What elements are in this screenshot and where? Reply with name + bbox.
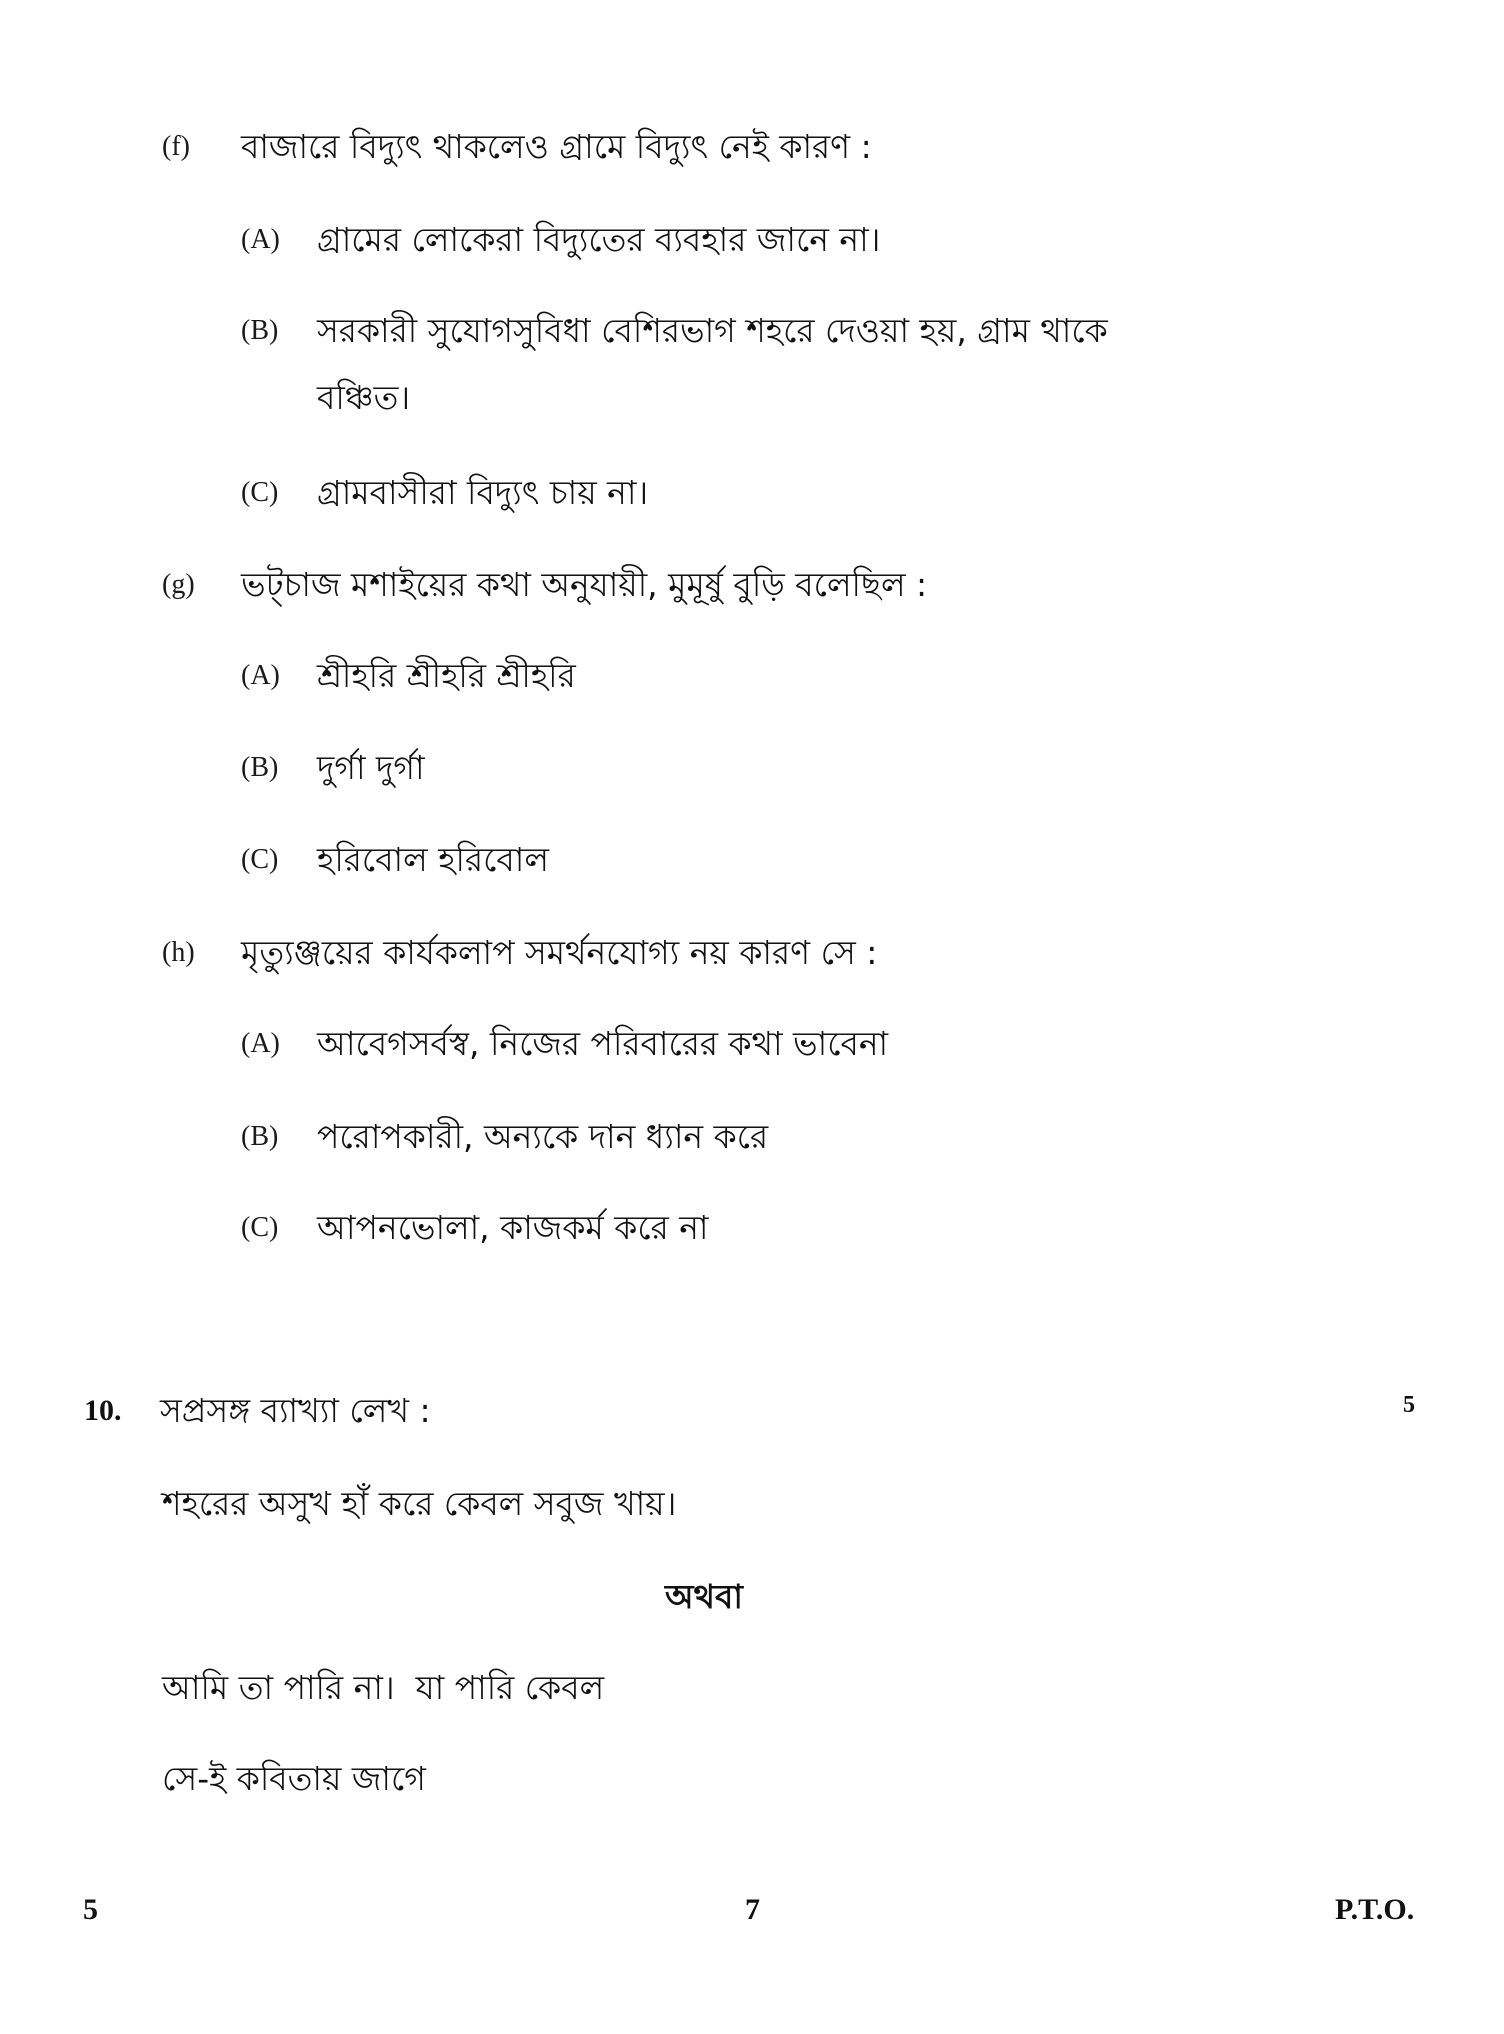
option-text: হরিবোল হরিবোল — [317, 840, 549, 879]
question-number: 10. — [84, 1394, 122, 1427]
question-10 — [0, 1386, 1504, 1436]
quote-2-line-1 — [0, 1663, 1504, 1713]
quote-1 — [0, 1479, 1504, 1529]
option-g-c — [0, 835, 1504, 885]
question-label: (f) — [162, 131, 190, 162]
question-label: (g) — [162, 569, 195, 600]
option-f-b — [0, 306, 1504, 356]
option-g-b — [0, 743, 1504, 793]
option-h-b — [0, 1112, 1504, 1162]
option-f-a — [0, 215, 1504, 265]
footer-code: 5 — [83, 1893, 98, 1926]
option-label: (C) — [241, 1212, 279, 1243]
option-f-c — [0, 468, 1504, 518]
option-f-b-continued — [0, 373, 1504, 423]
quote-2-line-2 — [0, 1754, 1504, 1804]
option-text: পরোপকারী, অন্যকে দান ধ্যান করে — [317, 1117, 769, 1156]
option-h-c — [0, 1203, 1504, 1253]
option-label: (C) — [241, 844, 279, 875]
quote-text: আমি তা পারি না। যা পারি কেবল — [162, 1668, 605, 1707]
option-label: (C) — [241, 477, 279, 508]
option-text: গ্রামবাসীরা বিদ্যুৎ চায় না। — [317, 473, 649, 512]
option-label: (B) — [241, 752, 279, 783]
option-text: দুর্গা দুর্গা — [317, 748, 425, 787]
question-f — [0, 122, 1504, 172]
question-stem: ভট্চাজ মশাইয়ের কথা অনুযায়ী, মুমূর্ষু বুড়ি বলেছিল : — [241, 565, 928, 604]
option-h-a — [0, 1019, 1504, 1069]
option-text: আবেগসর্বস্ব, নিজের পরিবারের কথা ভাবেনা — [317, 1024, 889, 1063]
option-text: সরকারী সুযোগসুবিধা বেশিরভাগ শহরে দেওয়া হয়, গ্রাম থাকে — [317, 311, 1108, 350]
question-stem: বাজারে বিদ্যুৎ থাকলেও গ্রামে বিদ্যুৎ নেই কারণ : — [241, 127, 872, 166]
option-label: (A) — [241, 1028, 280, 1059]
or-heading: অথবা — [665, 1577, 743, 1616]
page-number: 7 — [745, 1893, 760, 1926]
page-footer — [0, 1890, 1504, 1930]
question-stem: মৃত্যুঞ্জয়ের কার্যকলাপ সমর্থনযোগ্য নয় কারণ সে : — [241, 933, 878, 972]
question-g — [0, 560, 1504, 610]
option-label: (B) — [241, 1121, 279, 1152]
or-divider — [0, 1572, 1504, 1622]
question-label: (h) — [162, 937, 195, 968]
option-text: শ্রীহরি শ্রীহরি শ্রীহরি — [317, 656, 576, 695]
option-g-a — [0, 651, 1504, 701]
option-text: আপনভোলা, কাজকর্ম করে না — [317, 1208, 709, 1247]
option-text-continued: বঞ্চিত। — [317, 378, 411, 417]
option-label: (A) — [241, 224, 280, 255]
marks-value: 5 — [1403, 1392, 1415, 1418]
question-h — [0, 928, 1504, 978]
option-label: (A) — [241, 660, 280, 691]
option-label: (B) — [241, 315, 279, 346]
please-turn-over: P.T.O. — [1335, 1893, 1415, 1926]
option-text: গ্রামের লোকেরা বিদ্যুতের ব্যবহার জানে না। — [317, 220, 881, 259]
quote-text: সে-ই কবিতায় জাগে — [162, 1759, 426, 1798]
question-instruction: সপ্রসঙ্গ ব্যাখ্যা লেখ : — [160, 1391, 431, 1430]
quote-text: শহরের অসুখ হাঁ করে কেবল সবুজ খায়। — [162, 1484, 677, 1523]
